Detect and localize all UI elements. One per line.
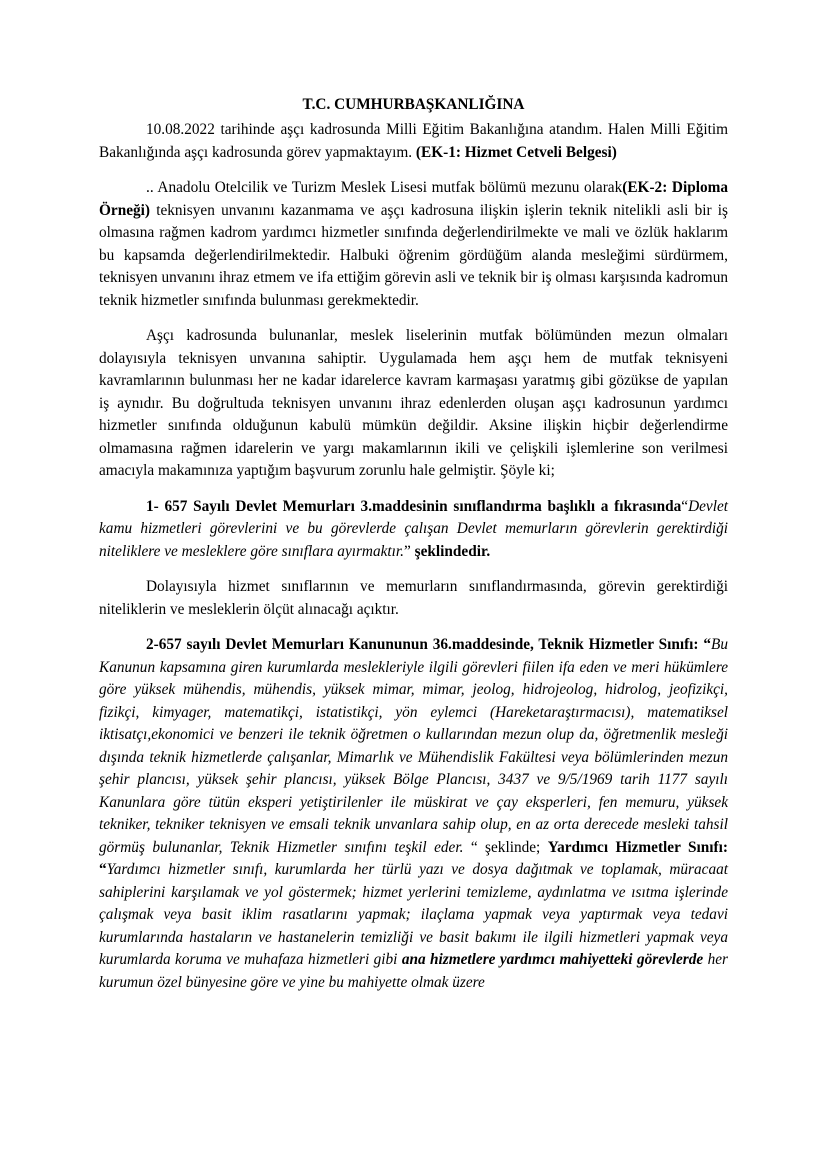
paragraph-education-text-a: .. Anadolu Otelcilik ve Turizm Meslek Lisesi mutfak bölümü mezunu olarak: [146, 179, 623, 196]
auxiliary-services-quote-end: her kurumun özel bünyesine göre ve yine bu mahiyette olmak üzere: [99, 951, 728, 991]
paragraph-article-3: [99, 496, 728, 564]
attachment-ref-2: (EK-2: Diploma Örneği): [99, 179, 729, 219]
article-3-close-quote: ”: [404, 542, 415, 560]
article-36-heading: 2-657 sayılı Devlet Memurları Kanununun 36.maddesinde, Teknik Hizmetler Sınıfı: “: [146, 636, 711, 653]
paragraph-education-text-b: teknisyen unvanını kazanmama ve aşçı kadrosuna ilişkin işlerin teknik nitelikli asli bir iş olmasına rağmen kadrom yardımcı hizmetler sınıfında değerlendirilmekte ve mali ve özlük haklarım bu kapsamda değerlendirilmektedir. Halbuki öğrenim gördüğüm alanda mesleğimi sürdürmem, teknisyen unvanını ihraz etmem ve ifa ettiğim görevin asli ve teknik bir iş olması karşısında kadromun teknik hizmetler sınıfında bulunması gerekmektedir.: [99, 201, 728, 309]
paragraph-cook-cadre: Aşçı kadrosunda bulunanlar, meslek liselerinin mutfak bölümünden mezun olmaları dolayısıyla teknisyen unvanına sahiptir. Uygulamada hem aşçı hem de mutfak teknisyeni kavramlarının bulunması her ne kadar idarelerce kavram karmaşası yaratmış gibi gözükse de yapılan iş aynıdır. Bu doğrultuda teknisyen unvanını ihraz edenlerden oluşan aşçı kadrosunun yardımcı hizmetler sınıfında olduğunun kabulü mümkün değildir. Aksine ilişkin hiçbir değerlendirme olmamasına rağmen idarelerin ve yargı makamlarının ikili ve çelişkili işlemlerine son verilmesi amacıyla makamınıza yaptığım başvurum zorunlu hale gelmiştir. Şöyle ki;: [99, 327, 728, 479]
paragraph-article-36: [99, 634, 728, 994]
paragraph-conclusion: Dolayısıyla hizmet sınıflarının ve memurların sınıflandırmasında, görevin gerektirdiği niteliklerin ve mesleklerin ölçüt alınacağı açıktır.: [99, 578, 728, 618]
paragraph-appointment-text: 10.08.2022 tarihinde aşçı kadrosunda Milli Eğitim Bakanlığına atandım. Halen Milli Eğitim Bakanlığında aşçı kadrosunda görev yapmaktayım.: [99, 121, 728, 161]
article-3-open-quote: “: [681, 497, 689, 515]
technical-services-quote: Bu Kanunun kapsamına giren kurumlarda meslekleriyle ilgili görevleri fiilen ifa eden ve meri hükümlere göre yüksek mühendis, mühendis, yüksek mimar, mimar, jeolog, hidrojeolog, hidrolog, jeofizikçi, fizikçi, kimyager, matematikçi, istatistikçi, yön eylemci (Hareketaraştırmacısı), matematiksel iktisatçı,ekonomici ve benzeri ile teknik öğretmen o kullarından mezun olup da, öğretmenlik mesleği dışında teknik hizmetlerde çalışanlar, Mimarlık ve Mühendislik Fakültesi veya bölümlerinden mezun şehir plancısı, yüksek şehir plancısı, yüksek Bölge Plancısı, 3437 ve 9/5/1969 tarih 1177 sayılı Kanunlara göre tütün eksperi yetiştirilenler ile müskirat ve çay eksperleri, fen memuru, yüksek tekniker, tekniker teknisyen ve emsali teknik unvanlara sahip olup, en az orta derecede mesleki tahsil görmüş bulunanlar, Teknik Hizmetler sınıfını teşkil eder.: [99, 636, 728, 856]
auxiliary-services-heading: Yardımcı Hizmetler Sınıfı: “: [99, 838, 728, 878]
auxiliary-services-quote: Yardımcı hizmetler sınıfı, kurumlarda her türlü yazı ve dosya dağıtmak ve toplamak, müracaat sahiplerini karşılamak ve yol göstermek; hizmet yerlerini temizleme, aydınlatma ve ısıtma işlerinde çalışmak veya basit iklim rasatlarını yapmak; ilaçlama yapmak veya yaptırmak veya tedavi kurumlarında hastaların ve hastanelerin temizliği ve basit bakımı ile ilgili hizmetleri yapmak veya kurumlarda koruma ve muhafaza hizmetleri gibi: [99, 861, 728, 968]
paragraph-education: [99, 177, 728, 312]
article-3-suffix: şeklindedir.: [414, 542, 491, 560]
article-3-quote: Devlet kamu hizmetleri görevlerini ve bu görevlerde çalışan Devlet memurların görevlerin gerektirdiği niteliklere ve mesleklere göre sınıflara ayırmaktır.: [99, 497, 728, 560]
article-36-mid: “ şeklinde;: [463, 838, 548, 856]
auxiliary-services-quote-bold: ana hizmetlere yardımcı mahiyetteki görevlerde: [401, 951, 704, 968]
article-3-heading: 1- 657 Sayılı Devlet Memurları 3.maddesinin sınıflandırma başlıklı a fıkrasında: [146, 497, 682, 515]
paragraph-appointment: [99, 119, 728, 164]
attachment-ref-1: (EK-1: Hizmet Cetveli Belgesi): [415, 143, 617, 161]
document-title: T.C. CUMHURBAŞKANLIĞINA: [302, 96, 525, 113]
